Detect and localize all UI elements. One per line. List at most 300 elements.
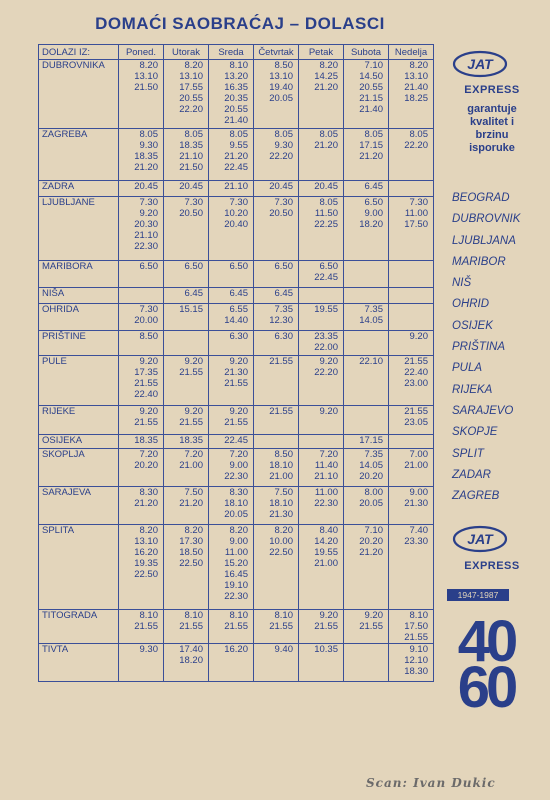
arrival-times-cell [164,525,209,610]
arrival-time: 18.35 [179,435,203,446]
arrival-times-cell [254,356,299,406]
arrival-time: 21.00 [314,558,338,569]
arrival-time: 8.20 [409,60,428,71]
arrival-time: 14.05 [359,315,383,326]
table-row [39,261,434,288]
arrival-time: 21.40 [224,115,248,126]
arrival-time: 6.45 [364,181,383,192]
header-from: DOLAZI IZ: [39,45,119,60]
arrival-time: 20.45 [314,181,338,192]
express-label-bottom: EXPRESS [464,560,520,572]
arrival-time: 21.55 [269,356,293,367]
arrival-time: 20.05 [359,498,383,509]
arrival-times-cell [254,304,299,331]
arrival-times-cell [344,197,389,261]
table-row [39,435,434,449]
arrival-time: 6.30 [229,331,248,342]
served-city: OSIJEK [452,319,493,332]
arrival-time: 23.00 [404,378,428,389]
arrival-time: 6.55 [229,304,248,315]
anniversary-number-bottom: 60 [457,655,515,720]
arrival-time: 21.20 [179,498,203,509]
arrival-time: 20.40 [224,219,248,230]
arrival-times-cell [164,406,209,435]
arrival-time: 8.00 [364,487,383,498]
header-wednesday: Sreda [209,45,254,60]
table-row [39,449,434,487]
arrival-time: 14.05 [359,460,383,471]
arrival-times-cell [389,60,434,129]
arrival-time: 9.00 [364,208,383,219]
arrival-time: 21.00 [404,460,428,471]
arrival-time: 9.20 [139,406,158,417]
arrival-times-cell [119,304,164,331]
served-city: NIŠ [452,277,472,290]
arrival-time: 21.00 [269,471,293,482]
served-city: SPLIT [452,447,484,460]
arrival-time: 20.00 [134,315,158,326]
arrival-time: 22.00 [314,342,338,353]
arrival-time: 21.50 [179,162,203,173]
arrival-times-cell [254,197,299,261]
arrival-time: 22.20 [314,367,338,378]
arrival-times-cell [209,181,254,197]
arrival-times-cell [254,181,299,197]
arrival-times-cell [254,525,299,610]
arrival-time: 9.20 [319,406,338,417]
arrival-times-cell [254,449,299,487]
arrival-times-cell [344,331,389,356]
arrival-time: 13.10 [179,71,203,82]
arrival-time: 19.10 [224,580,248,591]
arrival-times-cell [209,487,254,525]
arrival-time: 13.10 [134,71,158,82]
arrival-times-cell [119,331,164,356]
arrival-time: 14.20 [314,536,338,547]
arrival-times-cell [389,435,434,449]
arrival-time: 17.50 [404,219,428,230]
arrival-time: 15.15 [179,304,203,315]
served-city: LJUBLJANA [452,234,516,247]
arrival-times-cell [119,525,164,610]
arrival-times-cell [299,288,344,304]
arrival-time: 18.10 [224,498,248,509]
arrival-time: 22.30 [224,471,248,482]
origin-city: OHRIDA [39,304,119,331]
arrival-times-cell [164,331,209,356]
arrival-time: 21.10 [134,230,158,241]
arrival-times-cell [389,197,434,261]
anniversary-years: 1947-1987 [447,589,509,601]
arrival-times-cell [389,129,434,181]
arrival-time: 19.40 [269,82,293,93]
arrival-time: 11.40 [314,460,338,471]
header-thursday: Četvrtak [254,45,299,60]
arrival-times-cell [344,435,389,449]
arrival-time: 8.20 [184,60,203,71]
origin-city: LJUBLJANE [39,197,119,261]
served-city: ZAGREB [452,490,500,503]
arrival-time: 16.20 [134,547,158,558]
arrival-time: 9.30 [139,140,158,151]
arrival-times-cell [344,356,389,406]
arrival-time: 7.35 [364,449,383,460]
arrival-time: 18.30 [404,666,428,677]
arrival-time: 7.20 [319,449,338,460]
arrival-time: 21.55 [179,621,203,632]
arrival-time: 13.10 [404,71,428,82]
arrival-time: 9.00 [409,487,428,498]
table-row [39,129,434,181]
arrival-times-cell [254,331,299,356]
arrival-times-cell [299,181,344,197]
arrival-time: 8.50 [139,331,158,342]
slogan-line: brzinu [475,129,509,141]
arrival-times-cell [209,288,254,304]
arrival-time: 7.30 [139,304,158,315]
header-tuesday: Utorak [164,45,209,60]
arrival-time: 21.55 [134,621,158,632]
origin-city: PRIŠTINE [39,331,119,356]
arrival-time: 8.10 [139,610,158,621]
arrival-times-cell [344,487,389,525]
arrival-time: 8.05 [139,129,158,140]
arrival-time: 21.50 [134,82,158,93]
arrival-time: 9.10 [409,644,428,655]
arrival-time: 6.50 [364,197,383,208]
arrival-time: 21.55 [269,621,293,632]
arrival-times-cell [119,288,164,304]
arrival-time: 21.40 [404,82,428,93]
arrival-time: 8.20 [274,525,293,536]
arrival-time: 9.30 [139,644,158,655]
arrival-times-cell [389,304,434,331]
arrival-time: 7.30 [229,197,248,208]
arrival-times-cell [164,356,209,406]
arrival-times-cell [344,610,389,644]
served-city: RIJEKA [452,383,493,396]
arrival-times-cell [164,304,209,331]
arrival-time: 21.20 [224,151,248,162]
jat-logo-text: JAT [467,56,493,72]
origin-city: SPLITA [39,525,119,610]
arrival-times-cell [299,449,344,487]
arrival-time: 8.10 [229,60,248,71]
arrival-times-cell [299,406,344,435]
arrival-times-cell [119,129,164,181]
arrival-time: 17.30 [179,536,203,547]
arrival-times-cell [299,525,344,610]
arrival-time: 21.55 [314,621,338,632]
arrival-time: 22.25 [314,219,338,230]
origin-city: TITOGRADA [39,610,119,644]
arrival-times-cell [164,288,209,304]
arrival-time: 18.20 [179,655,203,666]
arrival-times-cell [119,261,164,288]
arrival-times-cell [344,261,389,288]
arrival-time: 22.45 [314,272,338,283]
arrival-times-cell [119,644,164,682]
arrival-time: 20.45 [134,181,158,192]
arrivals-table [38,44,434,682]
arrival-time: 22.30 [134,241,158,252]
arrival-times-cell [344,525,389,610]
arrival-times-cell [209,644,254,682]
arrival-time: 8.05 [319,197,338,208]
arrival-time: 22.50 [179,558,203,569]
arrival-time: 22.20 [269,151,293,162]
arrival-time: 22.40 [404,367,428,378]
arrival-time: 9.20 [319,610,338,621]
arrival-time: 21.55 [359,621,383,632]
arrival-times-cell [209,197,254,261]
arrival-time: 22.50 [269,547,293,558]
arrival-time: 13.10 [269,71,293,82]
slogan-line: kvalitet i [469,116,515,128]
table-row [39,197,434,261]
arrival-times-cell [344,644,389,682]
anniversary-number-top: 40 [457,609,515,674]
arrival-times-cell [209,129,254,181]
arrival-time: 8.05 [229,129,248,140]
arrival-times-cell [164,449,209,487]
arrival-time: 9.20 [139,208,158,219]
arrival-times-cell [209,331,254,356]
arrival-times-cell [164,435,209,449]
served-city: MARIBOR [452,255,506,268]
arrival-time: 8.50 [274,449,293,460]
arrival-times-cell [299,304,344,331]
arrival-time: 18.25 [404,93,428,104]
arrival-time: 21.40 [359,104,383,115]
arrival-time: 17.50 [404,621,428,632]
arrival-time: 20.50 [269,208,293,219]
header-sunday: Nedelja [389,45,434,60]
header-monday: Poned. [119,45,164,60]
arrival-time: 17.35 [134,367,158,378]
arrival-time: 20.45 [269,181,293,192]
arrival-time: 7.10 [364,525,383,536]
arrival-time: 20.20 [359,471,383,482]
arrival-time: 8.20 [139,60,158,71]
arrival-times-cell [344,129,389,181]
arrival-times-cell [389,449,434,487]
arrival-times-cell [209,449,254,487]
arrival-time: 22.40 [134,389,158,400]
arrival-time: 6.50 [319,261,338,272]
table-row [39,181,434,197]
arrival-time: 8.40 [319,525,338,536]
arrival-time: 14.25 [314,71,338,82]
served-city: SARAJEVO [452,404,514,417]
arrival-time: 11.00 [314,487,338,498]
arrival-time: 21.10 [314,471,338,482]
served-cities-list [452,188,547,507]
served-city: ZADAR [452,468,491,481]
arrival-times-cell [164,197,209,261]
arrival-time: 20.05 [224,509,248,520]
arrival-times-cell [299,487,344,525]
arrival-time: 21.30 [404,498,428,509]
arrival-time: 20.55 [359,82,383,93]
arrival-time: 7.35 [364,304,383,315]
arrival-time: 20.35 [224,93,248,104]
arrival-times-cell [164,181,209,197]
arrival-time: 8.50 [274,60,293,71]
arrival-time: 6.50 [139,261,158,272]
arrival-time: 8.20 [139,525,158,536]
origin-city: SARAJEVA [39,487,119,525]
arrival-time: 21.55 [224,621,248,632]
arrival-time: 17.15 [359,435,383,446]
arrival-time: 7.30 [409,197,428,208]
arrival-time: 7.20 [184,449,203,460]
arrival-times-cell [119,60,164,129]
arrival-times-cell [209,304,254,331]
arrival-time: 13.10 [134,536,158,547]
arrival-times-cell [299,644,344,682]
arrival-time: 7.40 [409,525,428,536]
arrival-time: 18.50 [179,547,203,558]
arrival-times-cell [299,331,344,356]
arrival-time: 21.15 [359,93,383,104]
arrival-time: 16.20 [224,644,248,655]
arrival-time: 10.20 [224,208,248,219]
arrival-times-cell [299,197,344,261]
arrival-time: 7.20 [139,449,158,460]
arrival-time: 8.20 [229,525,248,536]
arrival-time: 20.50 [179,208,203,219]
table-row [39,644,434,682]
express-label: EXPRESS [464,84,520,96]
arrival-time: 21.55 [179,367,203,378]
arrival-times-cell [344,449,389,487]
arrival-time: 19.55 [314,547,338,558]
arrival-time: 8.20 [184,525,203,536]
arrival-times-cell [119,435,164,449]
arrival-time: 7.00 [409,449,428,460]
arrival-times-cell [254,644,299,682]
arrival-time: 8.10 [274,610,293,621]
arrival-times-cell [389,487,434,525]
arrival-time: 7.30 [184,197,203,208]
arrival-time: 20.45 [179,181,203,192]
arrival-time: 6.50 [274,261,293,272]
origin-city: DUBROVNIKA [39,60,119,129]
arrival-time: 21.55 [179,417,203,428]
arrival-times-cell [254,129,299,181]
arrival-times-cell [254,610,299,644]
arrival-times-cell [164,261,209,288]
table-row [39,331,434,356]
arrival-times-cell [119,610,164,644]
arrival-time: 21.55 [134,417,158,428]
arrival-times-cell [344,288,389,304]
table-body [39,60,434,682]
arrival-time: 21.55 [404,356,428,367]
arrival-time: 17.40 [179,644,203,655]
arrival-time: 9.00 [229,460,248,471]
arrival-time: 14.40 [224,315,248,326]
arrival-times-cell [164,610,209,644]
arrival-time: 17.15 [359,140,383,151]
arrival-time: 7.10 [364,60,383,71]
table-row [39,60,434,129]
header-friday: Petak [299,45,344,60]
arrival-times-cell [344,406,389,435]
arrival-time: 22.10 [359,356,383,367]
arrival-time: 22.20 [404,140,428,151]
arrival-times-cell [209,435,254,449]
arrival-time: 22.45 [224,435,248,446]
arrival-times-cell [299,129,344,181]
arrival-time: 10.35 [314,644,338,655]
arrival-time: 21.55 [134,378,158,389]
arrival-time: 6.45 [274,288,293,299]
arrival-time: 18.10 [269,498,293,509]
arrival-times-cell [254,261,299,288]
arrival-times-cell [119,181,164,197]
arrival-time: 8.05 [319,129,338,140]
arrival-time: 8.05 [184,129,203,140]
arrival-times-cell [254,406,299,435]
table-row [39,406,434,435]
arrival-times-cell [299,610,344,644]
arrival-time: 8.05 [409,129,428,140]
jat-logo [452,50,508,78]
table-row [39,304,434,331]
arrival-time: 20.55 [224,104,248,115]
arrival-time: 21.20 [359,151,383,162]
page-title: DOMAĆI SAOBRAĆAJ – DOLASCI [95,14,385,33]
arrival-time: 11.50 [314,208,338,219]
arrival-times-cell [164,129,209,181]
arrival-time: 21.55 [404,632,428,643]
arrival-times-cell [299,356,344,406]
arrival-time: 11.00 [404,208,428,219]
slogan-line: garantuje [467,103,517,115]
arrival-times-cell [299,261,344,288]
arrival-times-cell [119,449,164,487]
arrival-time: 9.20 [229,356,248,367]
arrival-time: 7.30 [139,197,158,208]
table-row [39,487,434,525]
origin-city: NIŠA [39,288,119,304]
arrival-times-cell [119,406,164,435]
arrival-time: 8.20 [319,60,338,71]
arrival-time: 21.55 [404,406,428,417]
arrival-times-cell [389,644,434,682]
arrival-time: 6.45 [184,288,203,299]
origin-city: PULE [39,356,119,406]
table-row [39,610,434,644]
arrival-times-cell [164,644,209,682]
slogan [446,103,538,155]
served-city: SKOPJE [452,426,498,439]
served-city: PRIŠTINA [452,341,506,354]
arrival-time: 21.10 [224,181,248,192]
served-city: BEOGRAD [452,192,510,204]
arrival-time: 7.50 [274,487,293,498]
arrival-time: 18.35 [134,435,158,446]
arrival-time: 21.20 [314,140,338,151]
arrival-time: 6.50 [229,261,248,272]
arrival-time: 9.20 [184,356,203,367]
arrival-time: 19.35 [134,558,158,569]
served-city: PULA [452,362,483,375]
arrival-time: 6.30 [274,331,293,342]
arrival-times-cell [344,181,389,197]
